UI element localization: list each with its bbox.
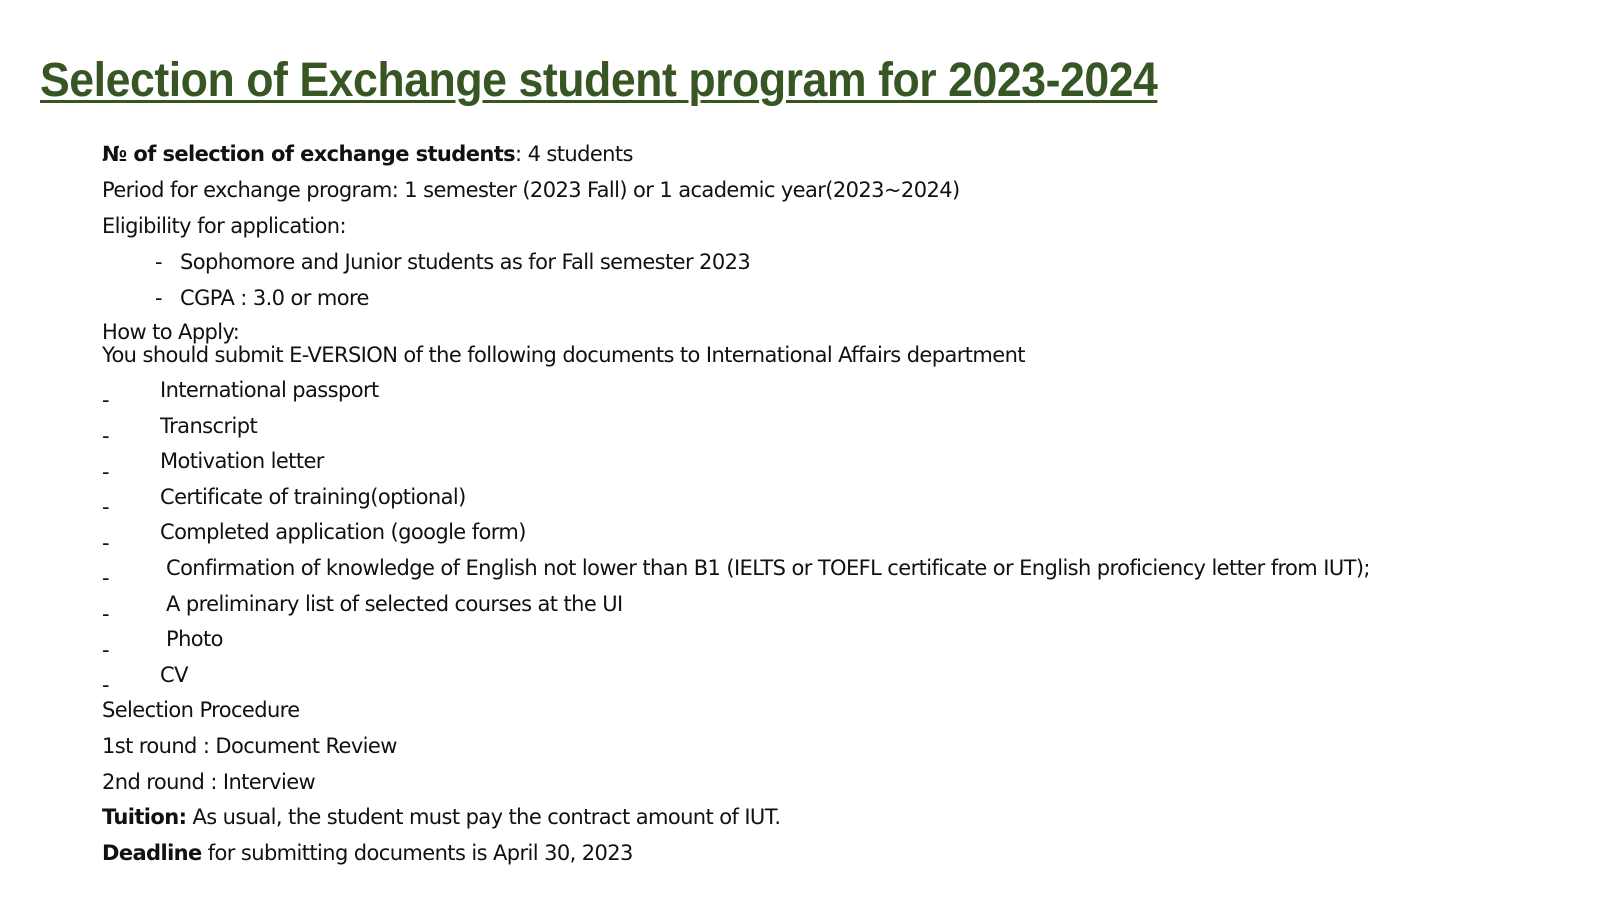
eligibility-item-cgpa: CGPA : 3.0 or more xyxy=(180,286,369,310)
tuition-line xyxy=(102,803,781,831)
document-dash: - xyxy=(102,673,110,697)
document-item-application-form: Completed application (google form) xyxy=(160,520,526,544)
tuition-label: Tuition: xyxy=(102,805,187,829)
deadline-text: for submitting documents is April 30, 2023 xyxy=(201,841,633,865)
selection-count-value: : 4 students xyxy=(515,142,633,166)
how-to-apply-heading: How to Apply: xyxy=(102,320,240,344)
document-item-transcript: Transcript xyxy=(160,414,258,438)
document-item-english-proof: Confirmation of knowledge of English not lower than B1 (IELTS or TOEFL certificate or English proficiency letter from IUT); xyxy=(166,556,1370,580)
document-item-motivation-letter: Motivation letter xyxy=(160,449,324,473)
eligibility-heading: Eligibility for application: xyxy=(102,214,346,238)
selection-count-label: № of selection of exchange students xyxy=(102,142,516,166)
eligibility-item-year: Sophomore and Junior students as for Fall semester 2023 xyxy=(180,250,751,274)
document-item-cv: CV xyxy=(160,663,188,687)
document-dash: - xyxy=(102,566,110,590)
document-item-passport: International passport xyxy=(160,378,379,402)
period-line: Period for exchange program: 1 semester (2023 Fall) or 1 academic year(2023~2024) xyxy=(102,178,960,202)
document-dash: - xyxy=(102,424,110,448)
document-dash: - xyxy=(102,460,110,484)
submit-instruction: You should submit E-VERSION of the following documents to International Affairs department xyxy=(102,343,1025,367)
document-dash: - xyxy=(102,495,110,519)
document-dash: - xyxy=(102,602,110,626)
slide-title: Selection of Exchange student program for 2023-2024 xyxy=(40,54,1158,107)
round-2: 2nd round : Interview xyxy=(102,770,316,794)
bullet-dash: - xyxy=(155,250,163,274)
deadline-label: Deadline xyxy=(102,841,202,865)
document-dash: - xyxy=(102,638,110,662)
selection-count-line xyxy=(102,140,633,168)
bullet-dash: - xyxy=(155,286,163,310)
document-item-photo: Photo xyxy=(166,627,223,651)
document-item-course-list: A preliminary list of selected courses at the UI xyxy=(166,592,623,616)
deadline-line xyxy=(102,839,633,867)
selection-procedure-heading: Selection Procedure xyxy=(102,698,300,722)
tuition-text: As usual, the student must pay the contract amount of IUT. xyxy=(186,805,781,829)
document-item-training-certificate: Certificate of training(optional) xyxy=(160,485,466,509)
round-1: 1st round : Document Review xyxy=(102,734,397,758)
document-dash: - xyxy=(102,388,110,412)
document-dash: - xyxy=(102,531,110,555)
